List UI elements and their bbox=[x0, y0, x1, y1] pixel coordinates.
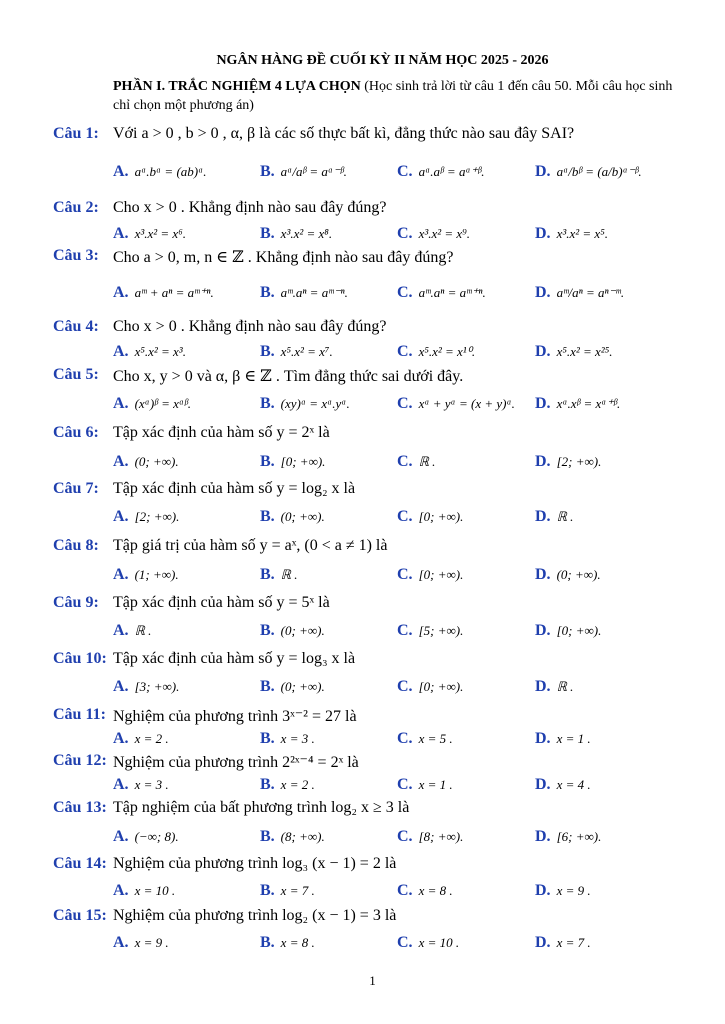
answer-option[interactable] bbox=[535, 678, 573, 696]
option-letter: D. bbox=[535, 225, 551, 242]
answer-option[interactable] bbox=[397, 776, 453, 794]
option-letter: D. bbox=[535, 882, 551, 899]
option-text: [0; +∞). bbox=[418, 509, 464, 524]
answer-option[interactable] bbox=[260, 882, 315, 900]
answer-option[interactable] bbox=[397, 163, 484, 181]
option-text: [0; +∞). bbox=[418, 567, 464, 582]
question-label: Câu 13: bbox=[53, 799, 107, 816]
option-text: [8; +∞). bbox=[418, 829, 464, 844]
option-text: x = 3 . bbox=[134, 777, 169, 792]
answer-option[interactable] bbox=[260, 395, 350, 413]
option-text: x = 10 . bbox=[418, 935, 460, 950]
option-letter: C. bbox=[397, 566, 413, 583]
option-text: aᵅ.bᵅ = (ab)ᵅ. bbox=[134, 164, 207, 179]
option-letter: C. bbox=[397, 622, 413, 639]
option-letter: D. bbox=[535, 622, 551, 639]
option-letter: B. bbox=[260, 395, 275, 412]
option-text: [0; +∞). bbox=[556, 623, 602, 638]
option-letter: C. bbox=[397, 163, 413, 180]
answer-option[interactable] bbox=[535, 828, 601, 846]
option-text: xᵅ + yᵅ = (x + y)ᵅ. bbox=[418, 396, 515, 411]
option-text: x⁵.x² = x¹⁰. bbox=[418, 344, 476, 359]
answer-option[interactable] bbox=[260, 453, 325, 471]
option-letter: C. bbox=[397, 776, 413, 793]
option-letter: C. bbox=[397, 678, 413, 695]
option-letter: A. bbox=[113, 395, 129, 412]
answer-option[interactable] bbox=[260, 776, 315, 794]
question-text: Nghiệm của phương trình 2²ˣ⁻⁴ = 2ˣ là bbox=[113, 754, 359, 771]
answer-option[interactable] bbox=[260, 225, 332, 243]
option-letter: C. bbox=[397, 225, 413, 242]
option-text: (xᵅ)ᵝ = xᵅᵝ. bbox=[134, 396, 192, 411]
option-text: (1; +∞). bbox=[134, 567, 179, 582]
question-text: Với a > 0 , b > 0 , α, β là các số thực bất kì, đẳng thức nào sau đây SAI? bbox=[113, 125, 575, 142]
answer-option[interactable] bbox=[535, 508, 573, 526]
answer-option[interactable] bbox=[260, 678, 325, 696]
question-text: Tập xác định của hàm số y = 5ˣ là bbox=[113, 594, 330, 611]
option-text: aᵐ.aⁿ = aᵐ⁻ⁿ. bbox=[280, 285, 348, 300]
question-text: Tập nghiệm của bất phương trình log₂ x ≥ 3 là bbox=[113, 799, 410, 816]
option-text: (0; +∞). bbox=[280, 509, 325, 524]
option-text: (0; +∞). bbox=[556, 567, 601, 582]
answer-option[interactable] bbox=[113, 882, 175, 900]
option-letter: C. bbox=[397, 882, 413, 899]
option-letter: B. bbox=[260, 934, 275, 951]
option-text: x⁵.x² = x³. bbox=[134, 344, 186, 359]
option-letter: D. bbox=[535, 284, 551, 301]
answer-option[interactable] bbox=[535, 622, 601, 640]
option-text: x = 7 . bbox=[280, 883, 315, 898]
option-text: aᵐ + aⁿ = aᵐ⁺ⁿ. bbox=[134, 285, 214, 300]
option-letter: B. bbox=[260, 225, 275, 242]
answer-option[interactable] bbox=[535, 776, 591, 794]
option-letter: D. bbox=[535, 730, 551, 747]
option-text: x³.x² = x⁶. bbox=[134, 226, 186, 241]
question-label: Câu 11: bbox=[53, 706, 106, 723]
option-letter: A. bbox=[113, 776, 129, 793]
option-text: [2; +∞). bbox=[556, 454, 602, 469]
question-text: Nghiệm của phương trình log₂ (x − 1) = 3 là bbox=[113, 907, 397, 924]
option-text: x⁵.x² = x⁷. bbox=[280, 344, 333, 359]
option-text: ℝ . bbox=[134, 623, 152, 638]
answer-option[interactable] bbox=[113, 934, 169, 952]
question-label: Câu 10: bbox=[53, 650, 107, 667]
option-text: x⁵.x² = x²⁵. bbox=[556, 344, 613, 359]
option-letter: B. bbox=[260, 776, 275, 793]
option-text: [5; +∞). bbox=[418, 623, 464, 638]
question-label: Câu 12: bbox=[53, 752, 107, 769]
answer-option[interactable] bbox=[260, 934, 315, 952]
answer-option[interactable] bbox=[113, 343, 186, 361]
answer-option[interactable] bbox=[535, 882, 591, 900]
question-text: Cho x > 0 . Khẳng định nào sau đây đúng? bbox=[113, 318, 387, 335]
option-letter: A. bbox=[113, 828, 129, 845]
option-letter: D. bbox=[535, 678, 551, 695]
answer-option[interactable] bbox=[260, 508, 325, 526]
option-text: x = 3 . bbox=[280, 731, 315, 746]
option-text: x³.x² = x⁵. bbox=[556, 226, 608, 241]
question-text: Cho x, y > 0 và α, β ∈ ℤ . Tìm đẳng thức sai dưới đây. bbox=[113, 368, 464, 385]
answer-option[interactable] bbox=[397, 730, 453, 748]
answer-option[interactable] bbox=[113, 730, 169, 748]
option-letter: A. bbox=[113, 453, 129, 470]
option-letter: D. bbox=[535, 163, 551, 180]
answer-option[interactable] bbox=[260, 730, 315, 748]
option-text: ℝ . bbox=[280, 567, 298, 582]
option-letter: C. bbox=[397, 343, 413, 360]
answer-option[interactable] bbox=[113, 566, 179, 584]
answer-option[interactable] bbox=[113, 622, 151, 640]
answer-option[interactable] bbox=[113, 284, 214, 302]
answer-option[interactable] bbox=[535, 284, 624, 302]
answer-option[interactable] bbox=[113, 776, 169, 794]
option-text: aᵐ.aⁿ = aᵐ⁺ⁿ. bbox=[418, 285, 486, 300]
option-letter: C. bbox=[397, 730, 413, 747]
question-label: Câu 6: bbox=[53, 424, 99, 441]
option-text: ℝ . bbox=[556, 679, 574, 694]
part-heading bbox=[113, 77, 683, 115]
answer-option[interactable] bbox=[535, 163, 642, 181]
option-text: [0; +∞). bbox=[418, 679, 464, 694]
option-text: (xy)ᵅ = xᵅ.yᵅ. bbox=[280, 396, 350, 411]
question-label: Câu 14: bbox=[53, 855, 107, 872]
option-letter: D. bbox=[535, 566, 551, 583]
option-text: x = 5 . bbox=[418, 731, 453, 746]
answer-option[interactable] bbox=[397, 934, 459, 952]
option-text: x = 9 . bbox=[134, 935, 169, 950]
option-letter: A. bbox=[113, 225, 129, 242]
option-text: x = 1 . bbox=[418, 777, 453, 792]
option-text: [2; +∞). bbox=[134, 509, 180, 524]
option-letter: D. bbox=[535, 934, 551, 951]
question-text: Tập xác định của hàm số y = log₃ x là bbox=[113, 650, 356, 667]
option-letter: D. bbox=[535, 828, 551, 845]
answer-option[interactable] bbox=[397, 343, 475, 361]
question-text: Nghiệm của phương trình log₃ (x − 1) = 2 là bbox=[113, 855, 397, 872]
option-text: (−∞; 8). bbox=[134, 829, 179, 844]
answer-option[interactable] bbox=[397, 622, 463, 640]
option-letter: A. bbox=[113, 508, 129, 525]
option-letter: D. bbox=[535, 343, 551, 360]
answer-option[interactable] bbox=[397, 566, 463, 584]
option-letter: B. bbox=[260, 508, 275, 525]
answer-option[interactable] bbox=[397, 225, 470, 243]
answer-option[interactable] bbox=[397, 678, 463, 696]
answer-option[interactable] bbox=[397, 882, 453, 900]
option-letter: B. bbox=[260, 453, 275, 470]
answer-option[interactable] bbox=[397, 284, 486, 302]
answer-option[interactable] bbox=[397, 453, 435, 471]
option-letter: A. bbox=[113, 163, 129, 180]
answer-option[interactable] bbox=[397, 828, 463, 846]
answer-option[interactable] bbox=[260, 622, 325, 640]
answer-option[interactable] bbox=[113, 163, 207, 181]
option-text: x = 4 . bbox=[556, 777, 591, 792]
question-label: Câu 8: bbox=[53, 537, 99, 554]
answer-option[interactable] bbox=[397, 395, 515, 413]
question-label: Câu 3: bbox=[53, 247, 99, 264]
question-label: Câu 2: bbox=[53, 199, 99, 216]
answer-option[interactable] bbox=[535, 934, 591, 952]
answer-option[interactable] bbox=[535, 343, 612, 361]
option-letter: C. bbox=[397, 934, 413, 951]
part-label: PHẦN I. TRẮC NGHIỆM 4 LỰA CHỌN bbox=[113, 79, 361, 94]
option-letter: B. bbox=[260, 730, 275, 747]
answer-option[interactable] bbox=[260, 284, 348, 302]
option-letter: A. bbox=[113, 678, 129, 695]
option-text: [0; +∞). bbox=[280, 454, 326, 469]
option-letter: B. bbox=[260, 622, 275, 639]
option-letter: C. bbox=[397, 508, 413, 525]
question-label: Câu 1: bbox=[53, 125, 99, 142]
answer-option[interactable] bbox=[260, 343, 333, 361]
question-text: Cho a > 0, m, n ∈ ℤ . Khẳng định nào sau đây đúng? bbox=[113, 249, 454, 266]
option-letter: D. bbox=[535, 776, 551, 793]
question-text: Tập xác định của hàm số y = log₂ x là bbox=[113, 480, 356, 497]
question-label: Câu 7: bbox=[53, 480, 99, 497]
answer-option[interactable] bbox=[113, 453, 179, 471]
option-letter: B. bbox=[260, 284, 275, 301]
question-label: Câu 4: bbox=[53, 318, 99, 335]
answer-option[interactable] bbox=[113, 395, 191, 413]
answer-option[interactable] bbox=[260, 566, 297, 584]
option-letter: B. bbox=[260, 343, 275, 360]
answer-option[interactable] bbox=[535, 395, 620, 413]
option-letter: B. bbox=[260, 566, 275, 583]
option-text: [3; +∞). bbox=[134, 679, 180, 694]
page-number: 1 bbox=[369, 973, 376, 988]
answer-option[interactable] bbox=[535, 566, 601, 584]
question-label: Câu 9: bbox=[53, 594, 99, 611]
option-letter: C. bbox=[397, 284, 413, 301]
option-letter: C. bbox=[397, 828, 413, 845]
option-letter: B. bbox=[260, 882, 275, 899]
answer-option[interactable] bbox=[535, 730, 591, 748]
option-letter: D. bbox=[535, 453, 551, 470]
option-text: xᵅ.xᵝ = xᵅ⁺ᵝ. bbox=[556, 396, 621, 411]
option-letter: C. bbox=[397, 395, 413, 412]
option-letter: B. bbox=[260, 163, 275, 180]
question-text: Tập giá trị của hàm số y = aˣ, (0 < a ≠ 1) là bbox=[113, 537, 388, 554]
option-letter: B. bbox=[260, 828, 275, 845]
answer-option[interactable] bbox=[113, 678, 179, 696]
option-letter: A. bbox=[113, 882, 129, 899]
question-text: Nghiệm của phương trình 3ˣ⁻² = 27 là bbox=[113, 708, 357, 725]
option-letter: D. bbox=[535, 508, 551, 525]
option-letter: A. bbox=[113, 622, 129, 639]
answer-option[interactable] bbox=[397, 508, 463, 526]
answer-option[interactable] bbox=[113, 508, 179, 526]
option-text: aᵐ/aⁿ = aⁿ⁻ᵐ. bbox=[556, 285, 625, 300]
question-text: Cho x > 0 . Khẳng định nào sau đây đúng? bbox=[113, 199, 387, 216]
option-letter: B. bbox=[260, 678, 275, 695]
option-letter: A. bbox=[113, 284, 129, 301]
option-text: (0; +∞). bbox=[134, 454, 179, 469]
option-text: x = 8 . bbox=[418, 883, 453, 898]
answer-option[interactable] bbox=[113, 225, 186, 243]
option-text: x = 7 . bbox=[556, 935, 591, 950]
option-text: x³.x² = x⁸. bbox=[280, 226, 333, 241]
option-text: ℝ . bbox=[556, 509, 574, 524]
option-text: x = 9 . bbox=[556, 883, 591, 898]
answer-option[interactable] bbox=[260, 828, 325, 846]
option-text: (0; +∞). bbox=[280, 679, 325, 694]
option-letter: C. bbox=[397, 453, 413, 470]
option-text: x = 8 . bbox=[280, 935, 315, 950]
question-label: Câu 15: bbox=[53, 907, 107, 924]
option-text: ℝ . bbox=[418, 454, 436, 469]
option-text: x = 1 . bbox=[556, 731, 591, 746]
answer-option[interactable] bbox=[535, 453, 601, 471]
document-title: NGÂN HÀNG ĐỀ CUỐI KỲ II NĂM HỌC 2025 - 2026 bbox=[216, 53, 549, 68]
option-text: x = 10 . bbox=[134, 883, 176, 898]
answer-option[interactable] bbox=[535, 225, 608, 243]
option-text: x = 2 . bbox=[280, 777, 315, 792]
answer-option[interactable] bbox=[113, 828, 179, 846]
option-letter: A. bbox=[113, 343, 129, 360]
option-text: aᵅ.aᵝ = aᵅ⁺ᵝ. bbox=[418, 164, 485, 179]
option-text: x = 2 . bbox=[134, 731, 169, 746]
question-text: Tập xác định của hàm số y = 2ˣ là bbox=[113, 424, 330, 441]
option-letter: A. bbox=[113, 566, 129, 583]
part-note: (Học sinh trả lời từ câu 1 đến câu 50. Mỗi câu học sinh chỉ chọn một phương án) bbox=[113, 79, 673, 113]
option-letter: A. bbox=[113, 730, 129, 747]
answer-option[interactable] bbox=[260, 163, 347, 181]
question-label: Câu 5: bbox=[53, 366, 99, 383]
option-letter: A. bbox=[113, 934, 129, 951]
option-text: aᵅ/aᵝ = aᵅ⁻ᵝ. bbox=[280, 164, 347, 179]
option-text: [6; +∞). bbox=[556, 829, 602, 844]
option-text: aᵅ/bᵝ = (a/b)ᵅ⁻ᵝ. bbox=[556, 164, 642, 179]
option-text: (8; +∞). bbox=[280, 829, 325, 844]
option-text: (0; +∞). bbox=[280, 623, 325, 638]
option-letter: D. bbox=[535, 395, 551, 412]
option-text: x³.x² = x⁹. bbox=[418, 226, 470, 241]
